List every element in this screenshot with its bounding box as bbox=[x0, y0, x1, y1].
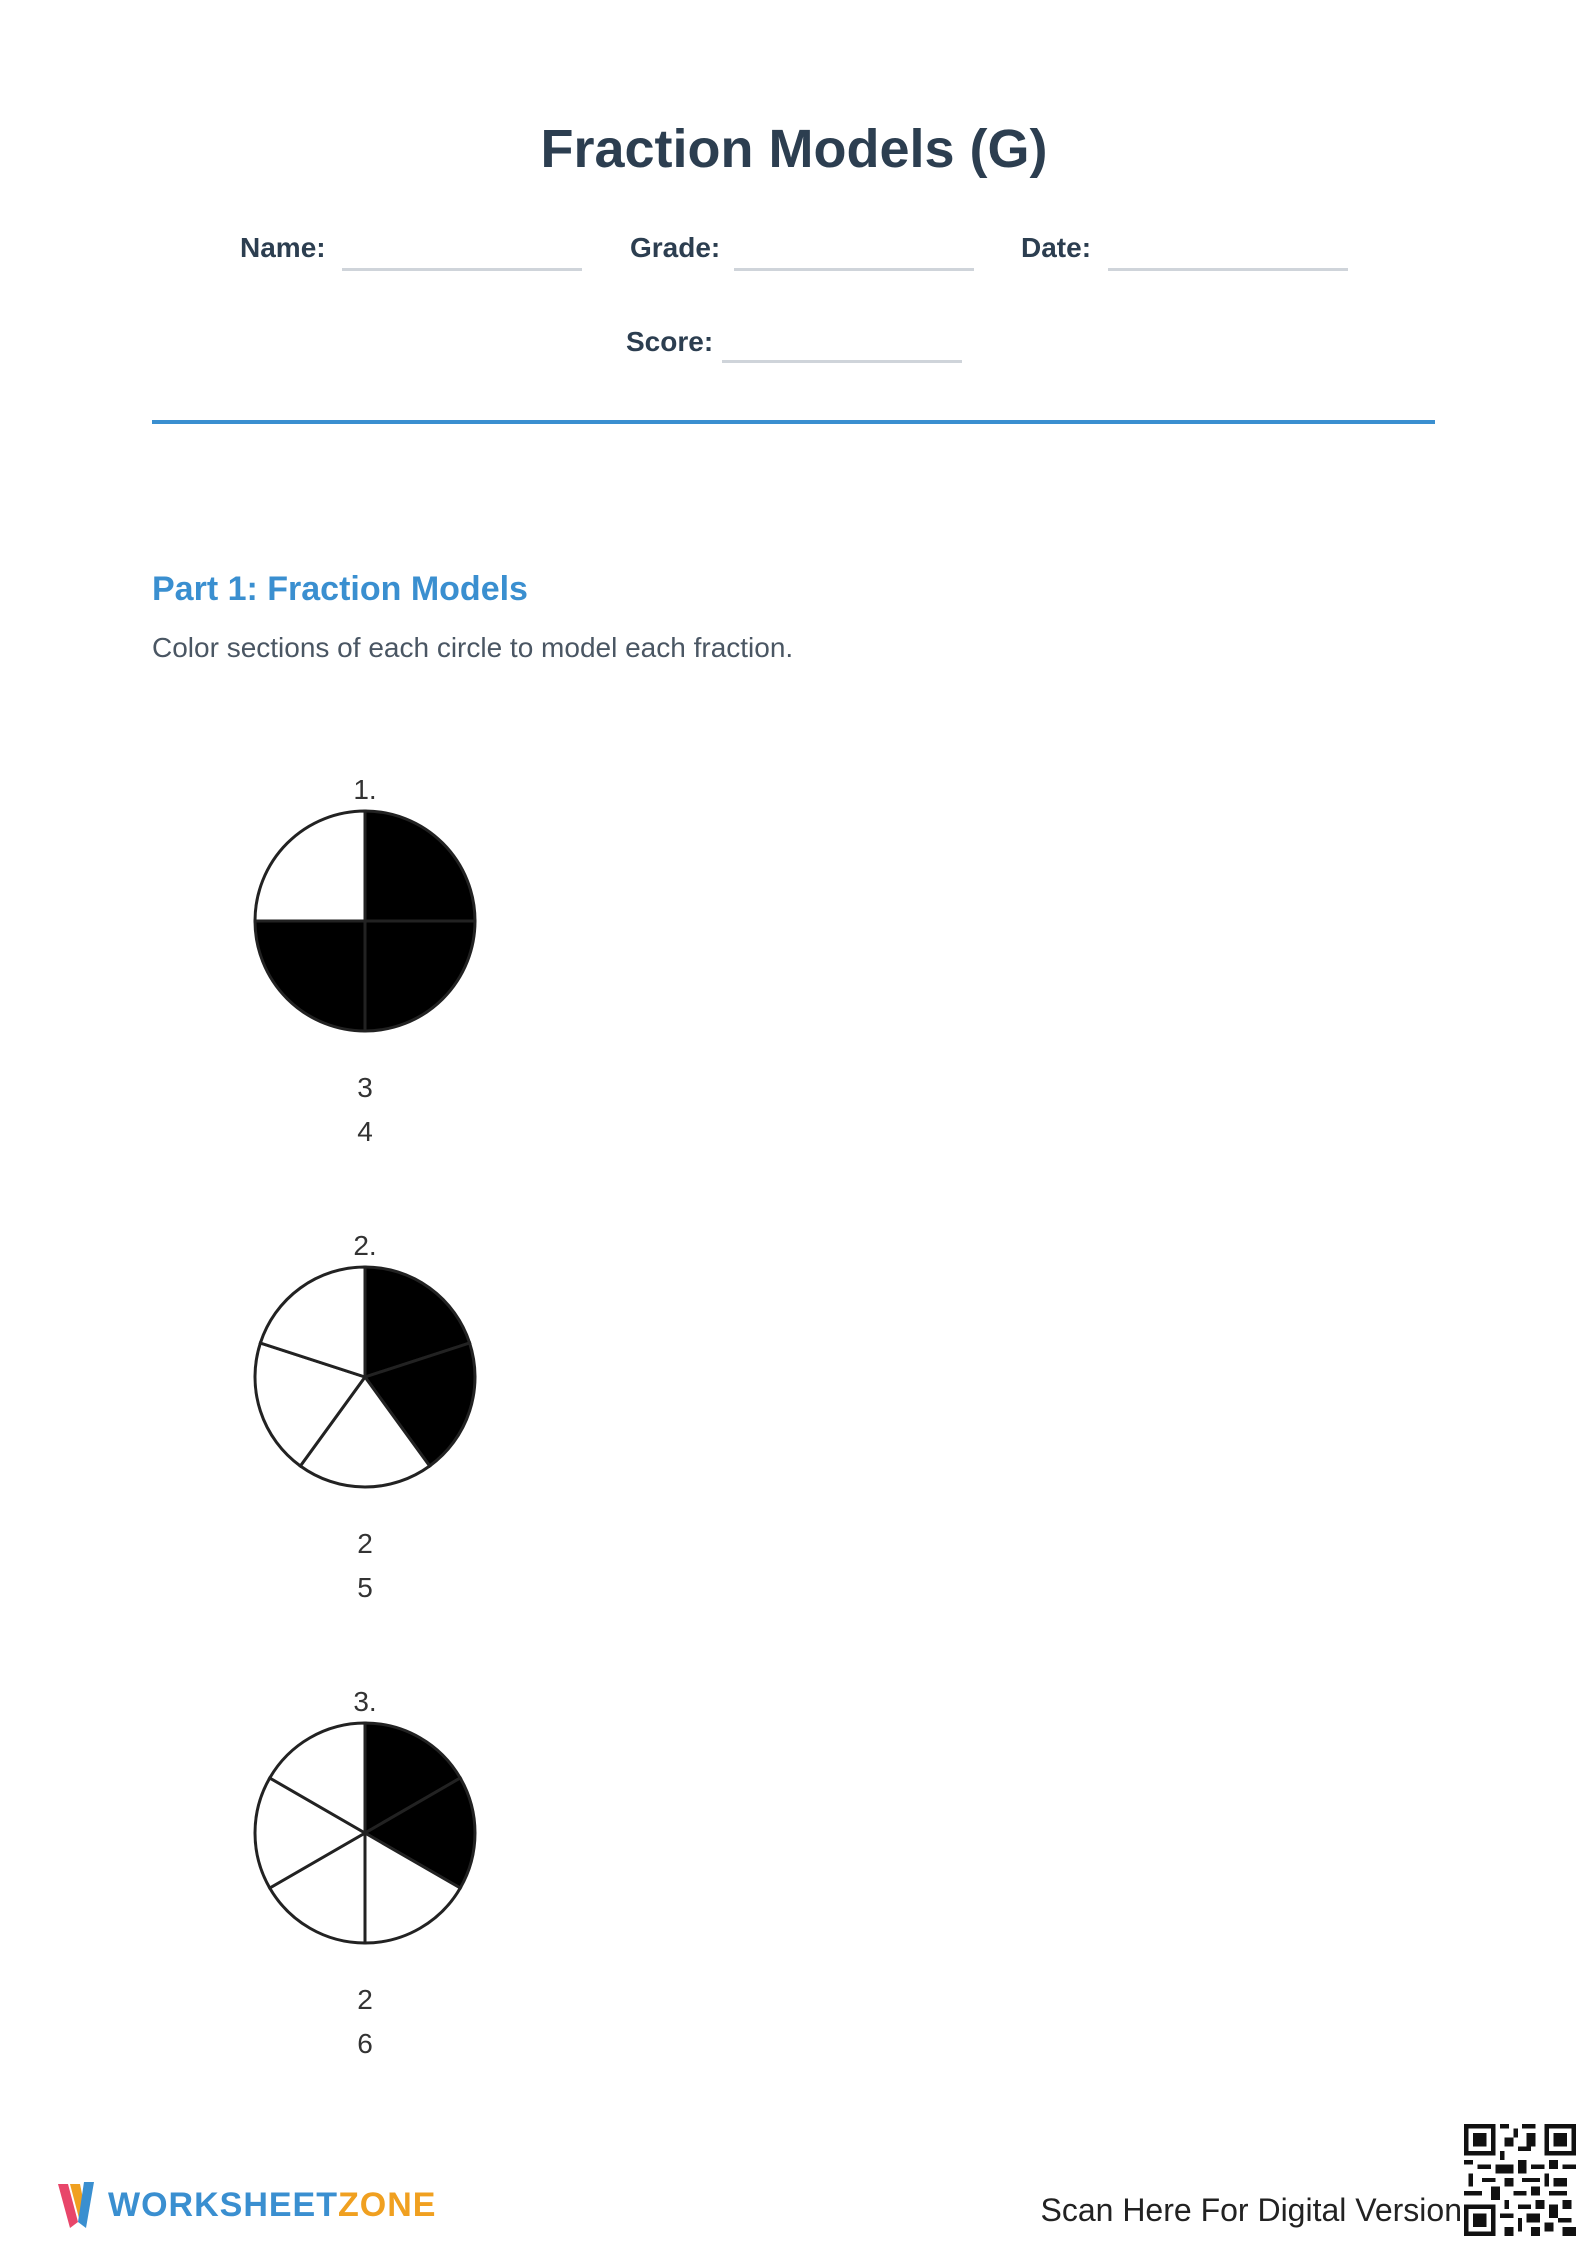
denominator: 6 bbox=[357, 2028, 373, 2059]
fraction-circle-3[interactable] bbox=[250, 1718, 480, 1948]
problem-3 bbox=[240, 1686, 490, 2066]
problem-number: 2. bbox=[353, 1230, 377, 1261]
grade-label: Grade: bbox=[630, 232, 721, 263]
shaded-section[interactable] bbox=[365, 811, 475, 921]
part-title: Part 1: Fraction Models bbox=[152, 570, 528, 608]
problem-number: 1. bbox=[353, 774, 377, 805]
instructions: Color sections of each circle to model each fraction. bbox=[152, 632, 794, 663]
page-title: Fraction Models (G) bbox=[540, 119, 1048, 179]
problem-1 bbox=[240, 774, 490, 1154]
qr-code-icon[interactable] bbox=[1464, 2124, 1576, 2236]
problem-number: 3. bbox=[353, 1686, 377, 1717]
grade-line[interactable] bbox=[734, 268, 974, 271]
fraction-circle-2[interactable] bbox=[250, 1262, 480, 1492]
score-label: Score: bbox=[626, 326, 714, 357]
denominator: 5 bbox=[357, 1572, 373, 1603]
date-label: Date: bbox=[1021, 232, 1092, 263]
name-line[interactable] bbox=[342, 268, 582, 271]
unshaded-section[interactable] bbox=[255, 811, 365, 921]
score-line[interactable] bbox=[722, 360, 962, 363]
logo-text-worksheet: WORKSHEET bbox=[108, 2185, 338, 2224]
shaded-section[interactable] bbox=[255, 921, 365, 1031]
header-divider bbox=[152, 420, 1435, 424]
numerator: 2 bbox=[357, 1984, 373, 2015]
numerator: 2 bbox=[357, 1528, 373, 1559]
worksheetzone-logo[interactable] bbox=[56, 2178, 436, 2232]
name-label: Name: bbox=[240, 232, 326, 263]
logo-w-icon bbox=[56, 2178, 96, 2232]
fraction-circle-1[interactable] bbox=[250, 806, 480, 1036]
scan-text: Scan Here For Digital Version bbox=[1040, 2192, 1462, 2228]
denominator: 4 bbox=[357, 1116, 373, 1147]
problem-2 bbox=[240, 1230, 490, 1610]
numerator: 3 bbox=[357, 1072, 373, 1103]
date-line[interactable] bbox=[1108, 268, 1348, 271]
shaded-section[interactable] bbox=[365, 921, 475, 1031]
logo-text-zone: ZONE bbox=[338, 2185, 437, 2224]
